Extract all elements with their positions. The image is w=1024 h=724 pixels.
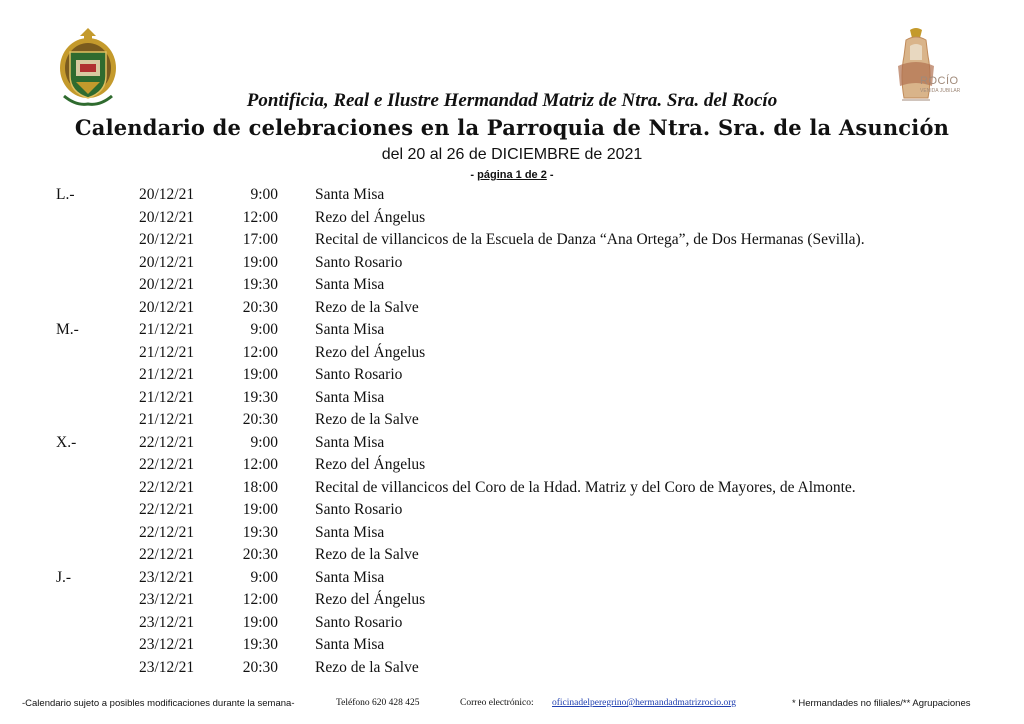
event-cell: Santo Rosario	[315, 501, 403, 518]
page-prefix: -	[470, 169, 478, 181]
date-cell: 20/12/21	[139, 253, 195, 271]
date-cell: 22/12/21	[139, 546, 195, 563]
event-cell: Santo Rosario	[315, 366, 403, 383]
time-cell: 19:30	[242, 523, 278, 541]
date-cell: 23/12/21	[139, 613, 195, 631]
footer-email-link[interactable]: oficinadelperegrino@hermandadmatrizrocio.org	[552, 698, 736, 708]
page-title: Calendario de celebraciones en la Parroquia de Ntra. Sra. de la Asunción	[74, 115, 950, 140]
event-cell: Rezo de la Salve	[315, 411, 419, 428]
time-cell: 20:30	[242, 546, 278, 563]
date-range: del 20 al 26 de DICIEMBRE de 2021	[381, 146, 643, 163]
time-cell: 19:30	[242, 388, 278, 406]
event-cell: Rezo del Ángelus	[315, 591, 426, 608]
date-cell: 22/12/21	[139, 433, 195, 451]
event-cell: Rezo del Ángelus	[315, 208, 426, 226]
time-cell: 20:30	[242, 298, 278, 316]
footer-email-label: Correo electrónico:	[460, 698, 534, 708]
time-cell: 9:00	[250, 321, 278, 338]
time-cell: 9:00	[250, 186, 278, 203]
time-cell: 12:00	[242, 343, 278, 361]
schedule-row	[0, 364, 1024, 387]
event-cell: Rezo del Ángelus	[315, 456, 426, 473]
event-cell: Rezo de la Salve	[315, 658, 419, 676]
date-cell: 21/12/21	[139, 343, 195, 361]
time-cell: 19:00	[242, 253, 278, 271]
time-cell: 19:00	[242, 501, 278, 518]
page-label: página 1 de 2	[477, 169, 547, 181]
date-cell: 20/12/21	[139, 186, 195, 203]
date-cell: 23/12/21	[139, 636, 195, 653]
schedule-row	[0, 229, 1024, 252]
schedule-row	[0, 274, 1024, 297]
schedule-row	[0, 477, 1024, 500]
schedule-row	[0, 387, 1024, 410]
schedule-row	[0, 544, 1024, 567]
schedule-row	[0, 409, 1024, 432]
footer-phone: Teléfono 620 428 425	[336, 698, 420, 708]
date-cell: 22/12/21	[139, 501, 195, 518]
time-cell: 20:30	[242, 411, 278, 428]
day-label: J.-	[56, 568, 72, 586]
footer	[0, 698, 1024, 712]
date-cell: 21/12/21	[139, 321, 195, 338]
event-cell: Santa Misa	[315, 276, 385, 293]
time-cell: 19:30	[242, 276, 278, 293]
schedule-row	[0, 432, 1024, 455]
date-cell: 20/12/21	[139, 298, 195, 316]
event-cell: Rezo del Ángelus	[315, 343, 426, 361]
schedule-row	[0, 612, 1024, 635]
date-cell: 22/12/21	[139, 456, 195, 473]
organization-name: Pontificia, Real e Ilustre Hermandad Matriz de Ntra. Sra. del Rocío	[246, 90, 778, 111]
date-cell: 23/12/21	[139, 568, 195, 586]
date-cell: 21/12/21	[139, 366, 195, 383]
logo-text: ROCÍO	[920, 75, 959, 87]
page-suffix: -	[546, 169, 554, 181]
date-cell: 22/12/21	[139, 523, 195, 541]
schedule-row	[0, 184, 1024, 207]
date-cell: 20/12/21	[139, 276, 195, 293]
date-cell: 23/12/21	[139, 658, 195, 676]
schedule-row	[0, 634, 1024, 657]
event-cell: Santa Misa	[315, 388, 385, 406]
event-cell: Rezo de la Salve	[315, 546, 419, 563]
day-label: X.-	[56, 433, 77, 451]
time-cell: 19:00	[242, 366, 278, 383]
time-cell: 17:00	[242, 231, 278, 248]
date-cell: 22/12/21	[139, 478, 195, 496]
time-cell: 9:00	[250, 433, 278, 451]
schedule-row	[0, 297, 1024, 320]
time-cell: 18:00	[242, 478, 278, 496]
page-indicator	[0, 169, 1024, 181]
schedule-row	[0, 589, 1024, 612]
schedule-row	[0, 522, 1024, 545]
event-cell: Santa Misa	[315, 321, 385, 338]
day-label: L.-	[56, 186, 75, 203]
schedule-row	[0, 252, 1024, 275]
date-cell: 21/12/21	[139, 388, 195, 406]
time-cell: 19:30	[242, 636, 278, 653]
time-cell: 20:30	[242, 658, 278, 676]
time-cell: 12:00	[242, 591, 278, 608]
time-cell: 9:00	[250, 568, 278, 586]
schedule-row	[0, 342, 1024, 365]
date-cell: 20/12/21	[139, 231, 195, 248]
event-cell: Santo Rosario	[315, 253, 403, 271]
event-cell: Santa Misa	[315, 433, 385, 451]
time-cell: 12:00	[242, 456, 278, 473]
time-cell: 19:00	[242, 613, 278, 631]
event-cell: Santa Misa	[315, 636, 385, 653]
schedule-list	[0, 184, 1024, 679]
event-cell: Rezo de la Salve	[315, 298, 419, 316]
event-cell: Santa Misa	[315, 523, 385, 541]
schedule-row	[0, 499, 1024, 522]
date-cell: 20/12/21	[139, 208, 195, 226]
event-cell: Santa Misa	[315, 186, 385, 203]
event-cell: Santo Rosario	[315, 613, 403, 631]
schedule-row	[0, 657, 1024, 680]
schedule-row	[0, 319, 1024, 342]
footer-disclaimer: -Calendario sujeto a posibles modificaciones durante la semana-	[22, 698, 295, 709]
schedule-row	[0, 567, 1024, 590]
time-cell: 12:00	[242, 208, 278, 226]
schedule-row	[0, 454, 1024, 477]
footer-note: * Hermandades no filiales/** Agrupaciones	[792, 698, 971, 709]
date-cell: 21/12/21	[139, 411, 195, 428]
schedule-row	[0, 207, 1024, 230]
day-label: M.-	[56, 321, 79, 338]
event-cell: Santa Misa	[315, 568, 385, 586]
date-cell: 23/12/21	[139, 591, 195, 608]
event-cell: Recital de villancicos del Coro de la Hdad. Matriz y del Coro de Mayores, de Almonte.	[315, 478, 856, 496]
logo-subtext: VENIDA JUBILAR	[920, 88, 961, 94]
event-cell: Recital de villancicos de la Escuela de Danza “Ana Ortega”, de Dos Hermanas (Sevilla).	[315, 231, 865, 248]
